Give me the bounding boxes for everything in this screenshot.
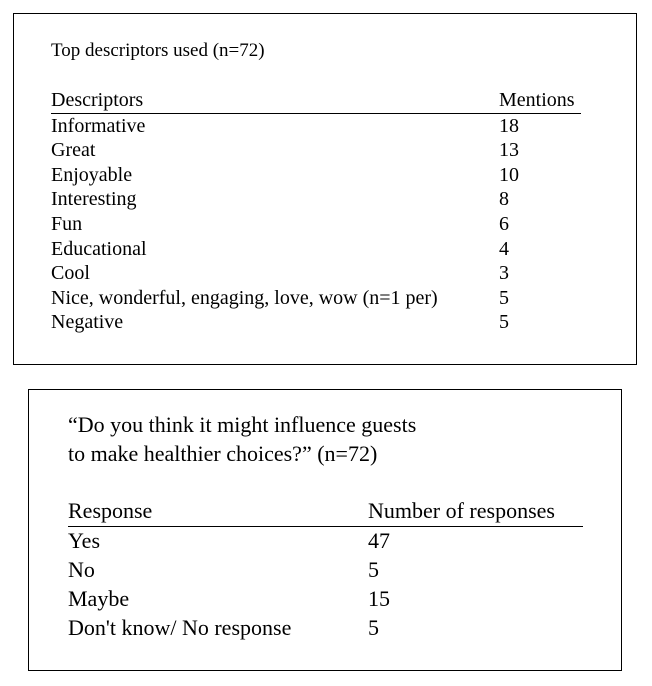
descriptor-cell: Negative: [51, 311, 124, 334]
table-row: [51, 114, 581, 139]
descriptors-table-box: [13, 13, 637, 365]
table-row: [51, 212, 581, 237]
descriptors-table: [51, 88, 581, 335]
mentions-cell: 13: [499, 139, 519, 162]
mentions-cell: 18: [499, 114, 519, 137]
question-line-1: “Do you think it might influence guests: [68, 412, 417, 437]
response-cell: Maybe: [68, 586, 130, 611]
descriptor-cell: Fun: [51, 212, 83, 235]
influence-question-title: [68, 410, 416, 468]
table-row: [68, 614, 583, 643]
response-cell: Yes: [68, 528, 101, 553]
response-column-header: Response: [68, 498, 153, 523]
descriptors-table-title: Top descriptors used (n=72): [51, 40, 265, 61]
descriptor-cell: Cool: [51, 262, 90, 285]
table-row: [51, 138, 581, 163]
mentions-cell: 8: [499, 188, 509, 211]
response-cell: No: [68, 557, 95, 582]
descriptor-cell: Informative: [51, 114, 146, 137]
table-row: [51, 163, 581, 188]
descriptor-cell: Educational: [51, 237, 147, 260]
table-row: [68, 527, 583, 556]
mentions-column-header: Mentions: [499, 89, 575, 111]
response-cell: Don't know/ No response: [68, 615, 292, 640]
mentions-cell: 10: [499, 163, 519, 186]
count-cell: 15: [368, 586, 390, 611]
question-line-2: to make healthier choices?” (n=72): [68, 441, 378, 466]
mentions-cell: 3: [499, 262, 509, 285]
descriptor-cell: Enjoyable: [51, 163, 133, 186]
table-row: [51, 286, 581, 311]
table-row: [51, 237, 581, 262]
descriptor-cell: Interesting: [51, 188, 137, 211]
count-cell: 47: [368, 528, 390, 553]
count-cell: 5: [368, 615, 379, 640]
table-row: [51, 187, 581, 212]
descriptors-table-header-row: [51, 88, 581, 114]
influence-table-header-row: [68, 497, 583, 527]
influence-table-box: [28, 389, 622, 671]
table-row: [51, 310, 581, 335]
descriptor-cell: Great: [51, 139, 96, 162]
mentions-cell: 5: [499, 286, 509, 309]
table-row: [68, 556, 583, 585]
count-cell: 5: [368, 557, 379, 582]
descriptors-column-header: Descriptors: [51, 89, 144, 111]
influence-table: [68, 497, 583, 643]
number-of-responses-column-header: Number of responses: [368, 498, 555, 523]
table-row: [68, 585, 583, 614]
mentions-cell: 5: [499, 311, 509, 334]
mentions-cell: 6: [499, 212, 509, 235]
table-row: [51, 261, 581, 286]
descriptor-cell: Nice, wonderful, engaging, love, wow (n=1 per): [51, 286, 438, 309]
mentions-cell: 4: [499, 237, 509, 260]
